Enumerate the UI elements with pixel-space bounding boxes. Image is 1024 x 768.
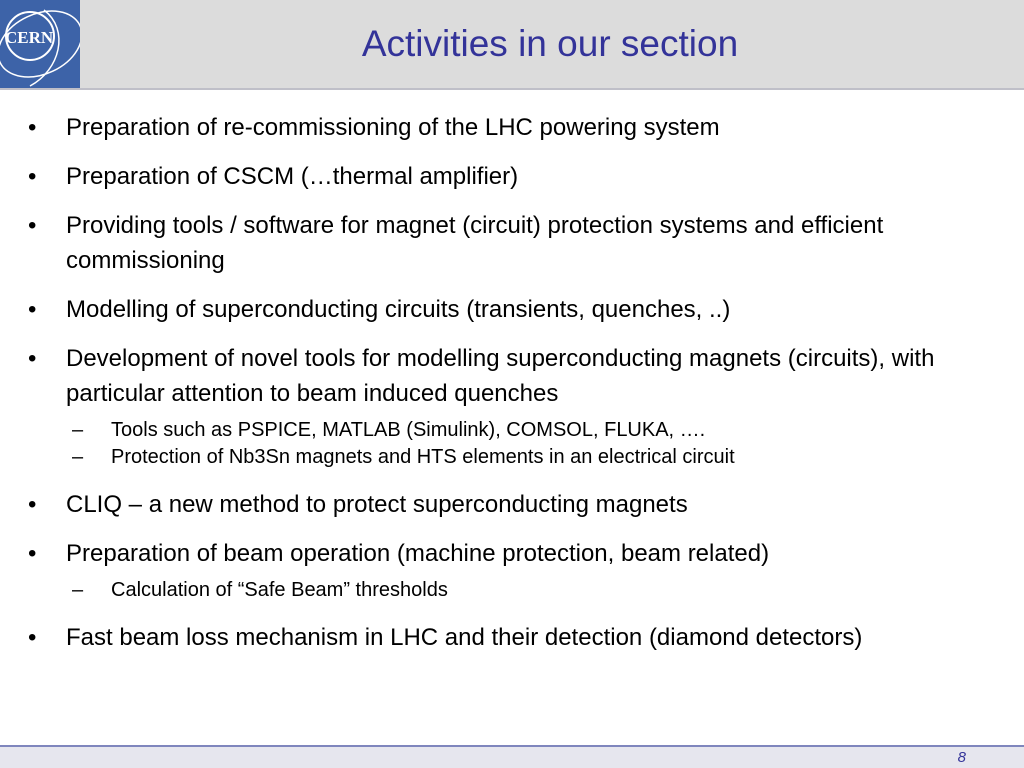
sub-bullet-text: Protection of Nb3Sn magnets and HTS elements in an electrical circuit: [111, 446, 735, 468]
bullet-item: [26, 292, 986, 327]
bullet-item: [26, 620, 986, 655]
bullet-item: [26, 208, 986, 278]
sub-bullet-item: [26, 444, 986, 471]
sub-bullet-item: [26, 417, 986, 444]
bullet-item: [26, 536, 986, 571]
bullet-marker: •: [28, 114, 37, 141]
bullet-item: [26, 159, 986, 194]
bullet-text: Preparation of CSCM (…thermal amplifier): [66, 163, 519, 190]
bullet-text: Modelling of superconducting circuits (transients, quenches, ..): [66, 296, 731, 323]
logo-text: CERN: [5, 28, 54, 47]
bullet-item: [26, 341, 986, 411]
bullet-marker: •: [28, 624, 37, 651]
sub-bullet-text: Tools such as PSPICE, MATLAB (Simulink), COMSOL, FLUKA, ….: [111, 419, 706, 441]
bullet-item: [26, 110, 986, 145]
bullet-marker: •: [28, 212, 37, 239]
sub-bullet-marker: –: [72, 419, 84, 441]
bullet-list: [26, 110, 986, 669]
sub-bullet-marker: –: [72, 579, 84, 601]
bullet-marker: •: [28, 163, 37, 190]
bullet-text: Providing tools / software for magnet (circuit) protection systems and efficient commissioning: [66, 212, 884, 274]
bullet-marker: •: [28, 345, 37, 372]
bullet-marker: •: [28, 540, 37, 567]
bullet-item: [26, 487, 986, 522]
page-number: 8: [957, 749, 966, 766]
bullet-marker: •: [28, 296, 37, 323]
bullet-text: Preparation of re-commissioning of the LHC powering system: [66, 114, 720, 141]
sub-bullet-marker: –: [72, 446, 84, 468]
footer-band: [0, 747, 1024, 768]
bullet-text: Development of novel tools for modelling superconducting magnets (circuits), with particular attention to beam induced quenches: [66, 345, 935, 407]
sub-bullet-text: Calculation of “Safe Beam” thresholds: [111, 579, 448, 601]
bullet-text: CLIQ – a new method to protect superconducting magnets: [66, 491, 688, 518]
slide-title: Activities in our section: [361, 23, 739, 64]
cern-logo-icon: [0, 0, 80, 88]
sub-bullet-item: [26, 577, 986, 604]
bullet-text: Fast beam loss mechanism in LHC and their detection (diamond detectors): [66, 624, 863, 651]
bullet-text: Preparation of beam operation (machine protection, beam related): [66, 540, 770, 567]
cern-logo: [0, 0, 80, 88]
bullet-marker: •: [28, 491, 37, 518]
header-divider: [0, 88, 1024, 90]
